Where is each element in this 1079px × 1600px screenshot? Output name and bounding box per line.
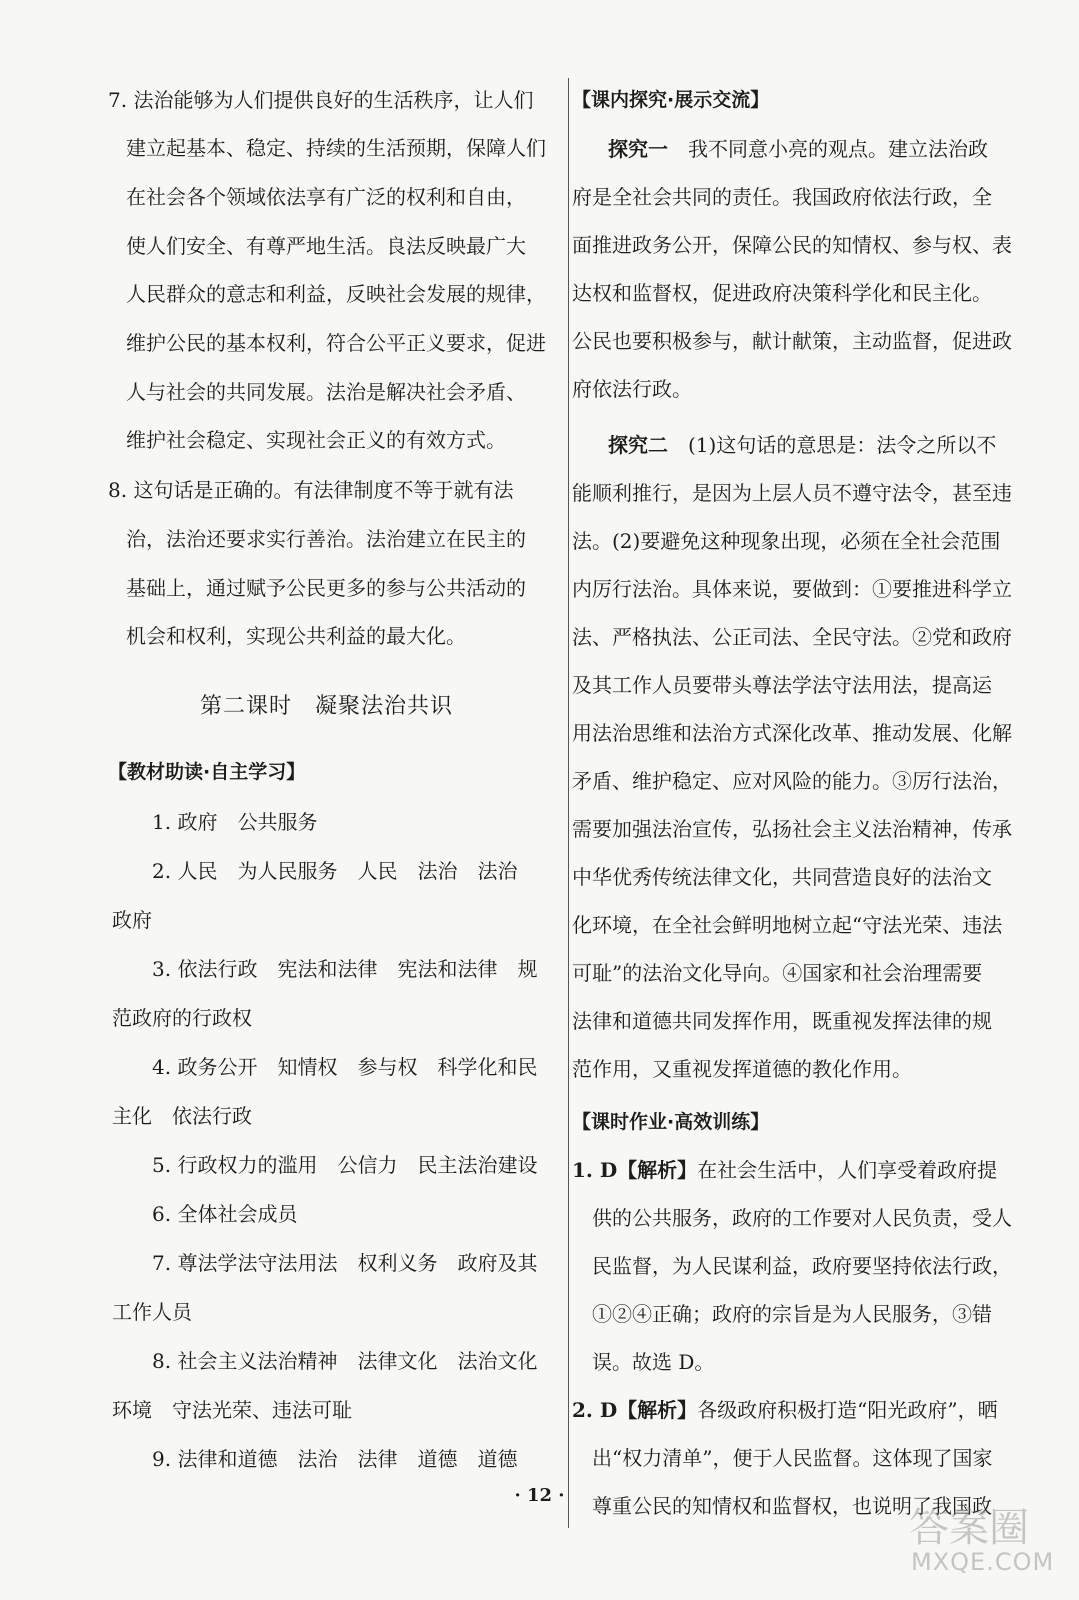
section-title-self-study: 【教材助读·自主学习】 bbox=[108, 761, 306, 783]
explore2-line-3: 法。(2)要避免这种现象出现，必须在全社会范围 bbox=[572, 529, 1001, 553]
item8-line-3: 基础上，通过赋予公民更多的参与公共活动的 bbox=[126, 576, 526, 600]
lesson-title: 第二课时 凝聚法治共识 bbox=[200, 694, 454, 719]
explore1-line-1 bbox=[608, 125, 988, 174]
answer-line-2: 2. 人民 为人民服务 人民 法治 法治 bbox=[152, 859, 518, 883]
answer-line-12: 8. 社会主义法治精神 法律文化 法治文化 bbox=[152, 1349, 538, 1373]
watermark-text-url: MXQE.COM bbox=[911, 1548, 1055, 1576]
explore2-line-10: 中华优秀传统法律文化，共同营造良好的法治文 bbox=[572, 865, 992, 889]
answer-line-13: 环境 守法光荣、违法可耻 bbox=[112, 1398, 352, 1422]
q1-line-3: 民监督，为人民谋利益，政府要坚持依法行政， bbox=[592, 1254, 1012, 1278]
answer-line-14: 9. 法律和道德 法治 法律 道德 道德 bbox=[152, 1447, 518, 1471]
item7-line-1: 7. 法治能够为人们提供良好的生活秩序，让人们 bbox=[108, 88, 534, 112]
answer-line-5: 范政府的行政权 bbox=[112, 1006, 252, 1030]
item7-line-4: 使人们安全、有尊严地生活。良法反映最广大 bbox=[126, 234, 526, 258]
watermark-logo bbox=[909, 1496, 1059, 1582]
item7-line-6: 维护公民的基本权利，符合公平正义要求，促进 bbox=[126, 331, 546, 355]
section-title-homework: 【课时作业·高效训练】 bbox=[572, 1111, 770, 1133]
answer-line-9: 6. 全体社会成员 bbox=[152, 1202, 298, 1226]
q1-label: 1. D【解析】 bbox=[572, 1158, 698, 1182]
explore1-text-1: 我不同意小亮的观点。建立法治政 bbox=[688, 137, 988, 161]
explore1-line-4: 达权和监督权，促进政府决策科学化和民主化。 bbox=[572, 281, 992, 305]
explore1-line-3: 面推进政务公开，保障公民的知情权、参与权、表 bbox=[572, 233, 1012, 257]
item7-line-5: 人民群众的意志和利益，反映社会发展的规律， bbox=[126, 282, 546, 306]
explore2-line-1 bbox=[608, 421, 996, 470]
explore2-line-9: 需要加强法治宣传，弘扬社会主义法治精神，传承 bbox=[572, 817, 1012, 841]
explore2-line-12: 可耻”的法治文化导向。④国家和社会治理需要 bbox=[572, 961, 983, 985]
q2-line-3: 尊重公民的知情权和监督权，也说明了我国政 bbox=[592, 1494, 992, 1518]
explore1-line-5: 公民也要积极参与，献计献策，主动监督，促进政 bbox=[572, 329, 1012, 353]
answer-line-7: 主化 依法行政 bbox=[112, 1104, 252, 1128]
answer-line-6: 4. 政务公开 知情权 参与权 科学化和民 bbox=[152, 1055, 538, 1079]
answer-line-4: 3. 依法行政 宪法和法律 宪法和法律 规 bbox=[152, 957, 538, 981]
explore1-line-6: 府依法行政。 bbox=[572, 377, 692, 401]
q2-label: 2. D【解析】 bbox=[572, 1398, 698, 1422]
answer-line-8: 5. 行政权力的滥用 公信力 民主法治建设 bbox=[152, 1153, 538, 1177]
watermark-text-main: 答案圈 bbox=[909, 1505, 1029, 1551]
q2-line-2: 出“权力清单”，便于人民监督。这体现了国家 bbox=[592, 1446, 993, 1470]
explore2-label: 探究二 bbox=[608, 433, 668, 457]
explore2-line-14: 范作用，又重视发挥道德的教化作用。 bbox=[572, 1057, 912, 1081]
explore2-text-1: (1)这句话的意思是：法令之所以不 bbox=[688, 433, 997, 457]
explore2-line-13: 法律和道德共同发挥作用，既重视发挥法律的规 bbox=[572, 1009, 992, 1033]
answer-line-1: 1. 政府 公共服务 bbox=[152, 810, 318, 834]
answer-line-3: 政府 bbox=[112, 908, 152, 932]
section-title-explore: 【课内探究·展示交流】 bbox=[572, 89, 770, 111]
explore2-line-4: 内厉行法治。具体来说，要做到：①要推进科学立 bbox=[572, 577, 1012, 601]
item8-line-2: 治，法治还要求实行善治。法治建立在民主的 bbox=[126, 527, 526, 551]
q1-text-1: 在社会生活中，人们享受着政府提 bbox=[697, 1158, 998, 1182]
explore2-line-2: 能顺利推行，是因为上层人员不遵守法令，甚至违 bbox=[572, 481, 1012, 505]
item7-line-3: 在社会各个领域依法享有广泛的权利和自由， bbox=[126, 185, 526, 209]
item8-line-4: 机会和权利，实现公共利益的最大化。 bbox=[126, 624, 466, 648]
q2-line-1 bbox=[572, 1386, 998, 1435]
explore2-line-6: 及其工作人员要带头尊法学法守法用法，提高运 bbox=[572, 673, 992, 697]
item7-line-2: 建立起基本、稳定、持续的生活预期，保障人们 bbox=[126, 136, 546, 160]
item7-line-7: 人与社会的共同发展。法治是解决社会矛盾、 bbox=[126, 380, 526, 404]
explore2-line-7: 用法治思维和法治方式深化改革、推动发展、化解 bbox=[572, 721, 1012, 745]
explore2-line-8: 矛盾、维护稳定、应对风险的能力。③厉行法治， bbox=[572, 769, 1012, 793]
q1-line-1 bbox=[572, 1146, 997, 1195]
column-divider bbox=[568, 78, 569, 1528]
item8-line-1: 8. 这句话是正确的。有法律制度不等于就有法 bbox=[108, 478, 514, 502]
q1-line-4: ①②④正确；政府的宗旨是为人民服务，③错 bbox=[592, 1302, 992, 1326]
item7-line-8: 维护社会稳定、实现社会正义的有效方式。 bbox=[126, 428, 506, 452]
q2-text-1: 各级政府积极打造“阳光政府”，晒 bbox=[697, 1398, 998, 1422]
explore1-label: 探究一 bbox=[608, 137, 668, 161]
page-number: · 12 · bbox=[514, 1485, 565, 1506]
explore1-line-2: 府是全社会共同的责任。我国政府依法行政，全 bbox=[572, 185, 992, 209]
answer-line-10: 7. 尊法学法守法用法 权利义务 政府及其 bbox=[152, 1251, 538, 1275]
explore2-line-11: 化环境，在全社会鲜明地树立起“守法光荣、违法 bbox=[572, 913, 1003, 937]
q1-line-5: 误。故选 D。 bbox=[592, 1350, 715, 1374]
q1-line-2: 供的公共服务，政府的工作要对人民负责，受人 bbox=[592, 1206, 1012, 1230]
answer-line-11: 工作人员 bbox=[112, 1300, 192, 1324]
explore2-line-5: 法、严格执法、公正司法、全民守法。②党和政府 bbox=[572, 625, 1012, 649]
